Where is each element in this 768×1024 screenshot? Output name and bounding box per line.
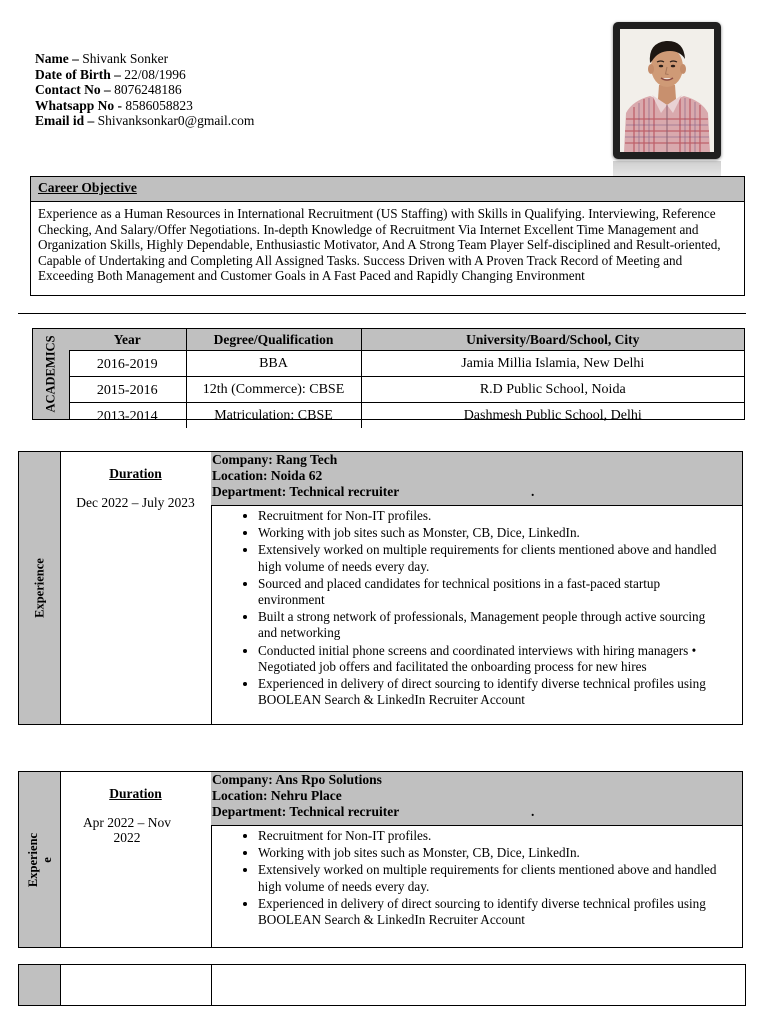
table-row: 2016-2019 BBA Jamia Millia Islamia, New Delhi: [69, 351, 744, 377]
list-item: • Extensively worked on multiple requirements for clients mentioned above and handled high volume of needs every day.: [258, 862, 722, 894]
empty-duration-cell: [60, 965, 212, 1005]
list-item: • Conducted initial phone screens and coordinated interviews with hiring managers • Negotiated job offers and facilitated the onboarding process for new hires: [258, 643, 722, 675]
list-item: • Recruitment for Non-IT profiles.: [258, 828, 722, 844]
list-item: • Experienced in delivery of direct sourcing to identify diverse technical profiles using BOOLEAN Search & LinkedIn Recruiter Account: [258, 896, 722, 928]
duration-label: Duration: [109, 466, 162, 481]
dob-row: Date of Birth – 22/08/1996: [35, 66, 186, 82]
academics-table: [69, 329, 744, 428]
col-year: Year: [69, 329, 186, 351]
academics-side-label: ACADEMICS: [33, 329, 70, 419]
experience-side-label: Experienc e: [19, 772, 61, 947]
duration-label: Duration: [109, 786, 162, 801]
company-name: Company: Ans Rpo Solutions: [212, 772, 382, 787]
list-item: • Working with job sites such as Monster, CB, Dice, LinkedIn.: [258, 525, 722, 541]
email-value: Shivanksonkar0@gmail.com: [94, 113, 255, 129]
whatsapp-value: 8586058823: [122, 97, 193, 113]
contact-row: Contact No – 8076248186: [35, 82, 182, 98]
career-objective-text: Experience as a Human Resources in International Recruitment (US Staffing) with Skills in Qualifying. Interviewing, Reference Checking, And Salary/Offer Negotiations. In-depth Knowledge of Recruitment Via Internet Excellent Time Management and Organization Skills, Highly Dependable, Enthusiastic Motivator, And A Strong Team Player Self-disciplined and Result-oriented, Capable of Undertaking and Completing All Assigned Tasks. Success Driven with A Proven Track Record of Meeting and Exceeding Both Management and Customer Goals in A Fast Paced and Rapidly Changing Environment: [38, 206, 721, 284]
experience-side-label: Experience: [19, 452, 61, 724]
list-item: • Built a strong network of professionals, Management people through active sourcing and networking: [258, 609, 722, 641]
whatsapp-row: Whatsapp No - 8586058823: [35, 97, 193, 113]
portrait-icon: [620, 29, 714, 152]
company-details: Company: Rang Tech Location: Noida 62 Department: Technical recruiter .: [211, 452, 742, 506]
list-item: • Sourced and placed candidates for technical positions in a fast-paced startup environment: [258, 576, 722, 608]
academics-header-row: [69, 329, 744, 351]
list-item: • Working with job sites such as Monster, CB, Dice, LinkedIn.: [258, 845, 722, 861]
company-location: Location: Noida 62: [212, 468, 323, 483]
col-university: University/Board/School, City: [361, 329, 744, 351]
section-divider: [18, 313, 746, 314]
academics-section: [32, 328, 745, 424]
experience-section-2: [18, 771, 743, 948]
profile-photo: [613, 22, 721, 159]
table-row: 2015-2016 12th (Commerce): CBSE R.D Public School, Noida: [69, 377, 744, 403]
name-value: Shivank Sonker: [78, 51, 169, 66]
experience-section-1: [18, 451, 743, 725]
duration-cell: [60, 452, 212, 724]
company-department: Department: Technical recruiter: [212, 484, 400, 499]
list-item: • Extensively worked on multiple requirements for clients mentioned above and handled high volume of needs every day.: [258, 542, 722, 574]
responsibilities-list: [211, 826, 742, 929]
empty-side-cell: [19, 965, 61, 1005]
col-degree: Degree/Qualification: [186, 329, 361, 351]
dob-value: 22/08/1996: [120, 66, 186, 82]
company-name: Company: Rang Tech: [212, 452, 338, 467]
company-department: Department: Technical recruiter: [212, 804, 400, 819]
responsibilities-list: [211, 506, 742, 709]
portrait-image: [620, 29, 714, 152]
contact-value: 8076248186: [110, 82, 182, 98]
duration-value: Apr 2022 – Nov 2022: [82, 815, 172, 845]
career-objective-heading: Career Objective: [31, 177, 744, 202]
empty-section-table: [18, 964, 746, 1006]
table-row: 2013-2014 Matriculation: CBSE Dashmesh Public School, Delhi: [69, 403, 744, 429]
personal-info: [35, 51, 254, 129]
duration-value: Dec 2022 – July 2023: [76, 495, 195, 510]
email-row: Email id – Shivanksonkar0@gmail.com: [35, 113, 255, 129]
career-objective-section: [30, 176, 745, 296]
company-details: Company: Ans Rpo Solutions Location: Nehru Place Department: Technical recruiter .: [211, 772, 742, 826]
name-row: Name – Shivank Sonker: [35, 51, 169, 66]
duration-cell: [60, 772, 212, 947]
list-item: • Recruitment for Non-IT profiles.: [258, 508, 722, 524]
company-location: Location: Nehru Place: [212, 788, 342, 803]
list-item: • Experienced in delivery of direct sourcing to identify diverse technical profiles using BOOLEAN Search & LinkedIn Recruiter Account: [258, 676, 722, 708]
